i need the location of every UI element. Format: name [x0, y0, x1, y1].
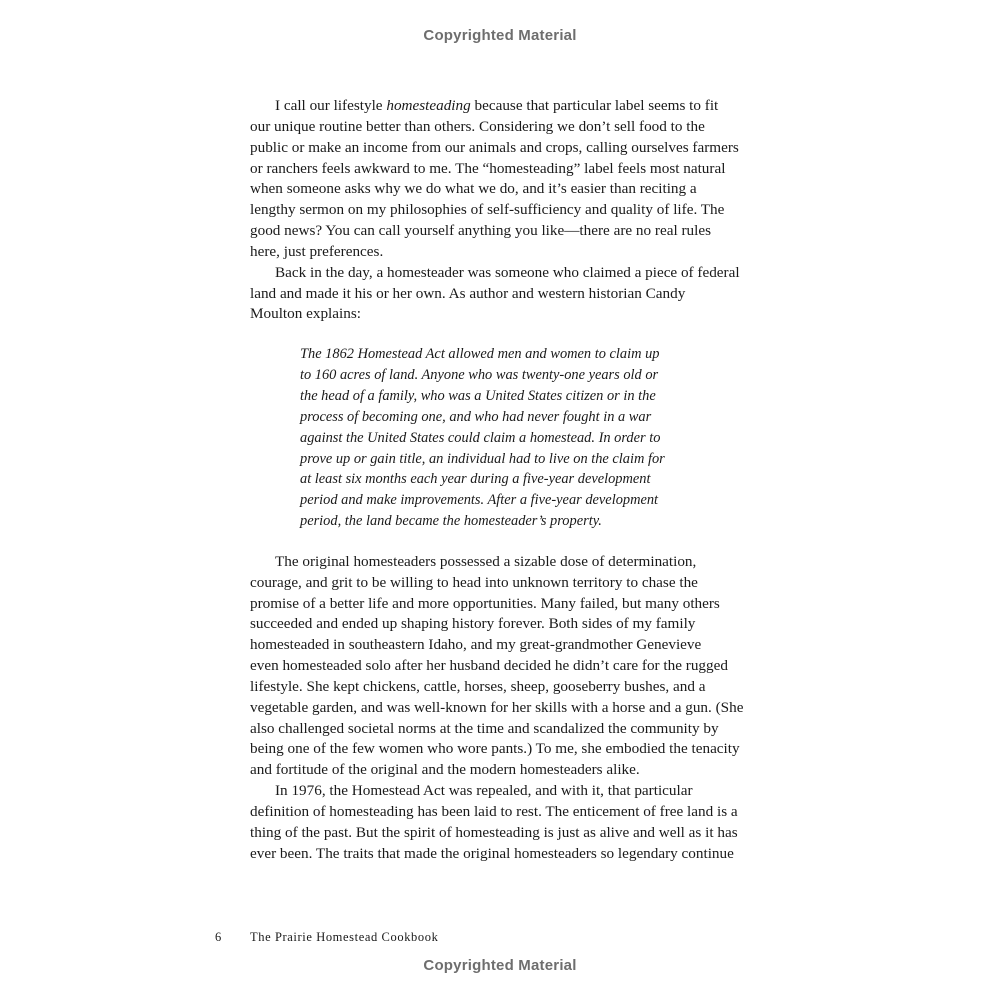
text-line: vegetable garden, and was well-known for her skills with a horse and a gun. (She — [250, 698, 744, 716]
text-line: even homesteaded solo after her husband decided he didn’t care for the rugged — [250, 657, 728, 675]
text-line: homesteaded in southeastern Idaho, and my great-grandmother Genevieve — [250, 636, 702, 654]
quote-line: against the United States could claim a homestead. In order to — [300, 429, 661, 446]
text-line: and fortitude of the original and the modern homesteaders alike. — [250, 761, 640, 779]
text-line: land and made it his or her own. As author and western historian Candy — [250, 284, 686, 302]
text-line: succeeded and ended up shaping history forever. Both sides of my family — [250, 615, 696, 633]
blockquote — [250, 344, 750, 532]
text-line: In 1976, the Homestead Act was repealed, and with it, that particular — [275, 782, 693, 800]
quote-line: The 1862 Homestead Act allowed men and women to claim up — [300, 346, 660, 363]
text-line: courage, and grit to be willing to head into unknown territory to chase the — [250, 573, 698, 591]
text-line: also challenged societal norms at the time and scandalized the community by — [250, 719, 719, 737]
text-line: here, just preferences. — [250, 242, 384, 260]
emphasis: homesteading — [386, 97, 471, 114]
text-line: promise of a better life and more opportunities. Many failed, but many others — [250, 594, 720, 612]
text-line: thing of the past. But the spirit of homesteading is just as alive and well as it has — [250, 823, 738, 841]
text-line: definition of homesteading has been laid to rest. The enticement of free land is a — [250, 803, 738, 820]
quote-line: process of becoming one, and who had never fought in a war — [300, 408, 652, 425]
text-line: Back in the day, a homesteader was someone who claimed a piece of federal — [275, 263, 740, 281]
text-line: Moulton explains: — [250, 305, 361, 323]
text-line: our unique routine better than others. Considering we don’t sell food to the — [250, 117, 705, 135]
quote-line: to 160 acres of land. Anyone who was twenty-one years old or — [300, 367, 659, 384]
page-footer — [215, 930, 438, 945]
paragraph-4 — [250, 781, 750, 864]
text-line: I call our lifestyle homesteading because that particular label seems to fit — [275, 97, 719, 114]
quote-line: prove up or gain title, an individual had to live on the claim for — [300, 450, 665, 467]
quote-line: at least six months each year during a five-year development — [300, 471, 651, 488]
text-line: or ranchers feels awkward to me. The “homesteading” label feels most natural — [250, 159, 726, 177]
watermark-top: Copyrighted Material — [423, 27, 577, 44]
quote-line: period and make improvements. After a five-year development — [300, 492, 659, 509]
text-line: being one of the few women who wore pants.) To me, she embodied the tenacity — [250, 740, 740, 758]
paragraph-1 — [250, 96, 750, 263]
quote-line: period, the land became the homesteader’s property. — [300, 513, 602, 530]
text-line: lifestyle. She kept chickens, cattle, horses, sheep, gooseberry bushes, and a — [250, 677, 706, 695]
paragraph-2 — [250, 263, 750, 326]
text-line: ever been. The traits that made the original homesteaders so legendary continue — [250, 844, 734, 862]
paragraph-3 — [250, 552, 750, 781]
text-line: The original homesteaders possessed a sizable dose of determination, — [275, 552, 697, 570]
text-line: good news? You can call yourself anything you like—there are no real rules — [250, 222, 711, 240]
watermark-bottom: Copyrighted Material — [423, 957, 577, 974]
text-line: public or make an income from our animals and crops, calling ourselves farmers — [250, 138, 739, 156]
text-line: when someone asks why we do what we do, and it’s easier than reciting a — [250, 180, 697, 198]
running-title: The Prairie Homestead Cookbook — [250, 930, 439, 944]
page-body — [250, 96, 750, 865]
quote-line: the head of a family, who was a United States citizen or in the — [300, 387, 656, 404]
text-line: lengthy sermon on my philosophies of self-sufficiency and quality of life. The — [250, 201, 725, 219]
page-number: 6 — [215, 930, 222, 944]
